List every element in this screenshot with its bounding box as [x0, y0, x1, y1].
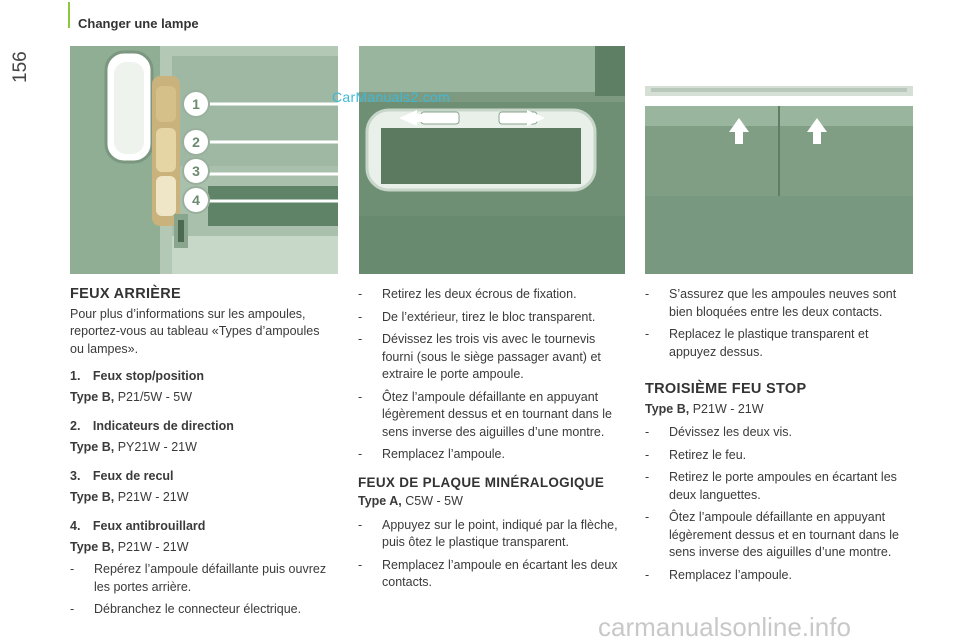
callout-badge-3 — [183, 158, 209, 184]
plate-lights-heading: FEUX DE PLAQUE MINÉRALOGIQUE — [358, 474, 605, 490]
third-stop-light-illustration — [645, 46, 913, 274]
watermark-carmanuals: CarManuals2.com — [332, 89, 451, 105]
callout-4: 4 — [192, 192, 200, 208]
callout-1: 1 — [192, 96, 200, 112]
item-title-2: 2. Indicateurs de direction — [70, 419, 234, 433]
item-title-3: 3. Feux de recul — [70, 469, 174, 483]
list-item: - De l’extérieur, tirez le bloc transparent. — [358, 309, 628, 327]
list-item: - Ôtez l’ampoule défaillante en appuyant légèrement dessus et en tournant dans le sens inverse des aiguilles d’une montre. — [358, 389, 628, 442]
column-rear-lights — [70, 286, 332, 624]
callout-2: 2 — [192, 134, 200, 150]
page-number: 156 — [10, 51, 31, 83]
item-type-2: Type B, PY21W - 21W — [70, 439, 197, 454]
plate-light-illustration — [359, 46, 625, 274]
list-item: - Dévissez les deux vis. — [645, 424, 913, 442]
item-type-4: Type B, P21W - 21W — [70, 539, 189, 554]
rear-lights-illustration — [70, 46, 338, 274]
list-item: - Replacez le plastique transparent et appuyez dessus. — [645, 326, 913, 361]
item-title-4: 4. Feux antibrouillard — [70, 519, 206, 533]
plate-type: Type A, C5W - 5W — [358, 494, 463, 508]
list-item: - Appuyez sur le point, indiqué par la flèche, puis ôtez le plastique transparent. — [358, 517, 628, 552]
rear-lights-heading: FEUX ARRIÈRE — [70, 286, 182, 302]
callout-badge-4 — [183, 187, 209, 213]
list-item: - Ôtez l’ampoule défaillante en appuyant légèrement dessus et en tournant dans le sens inverse des aiguilles d’une montre. — [645, 509, 913, 562]
list-item: - Retirez le feu. — [645, 447, 913, 465]
list-item: - Remplacez l’ampoule. — [645, 567, 913, 585]
item-type-3: Type B, P21W - 21W — [70, 489, 189, 504]
list-item: - Débranchez le connecteur électrique. — [70, 601, 332, 619]
callout-badge-1 — [183, 91, 209, 117]
third-stop-type: Type B, P21W - 21W — [645, 401, 764, 416]
list-item: - Dévissez les trois vis avec le tournevis fourni (sous le siège passager avant) et extraire le porte ampoule. — [358, 331, 628, 384]
list-item: - Retirez les deux écrous de fixation. — [358, 286, 628, 304]
watermark-carmanualsonline: carmanualsonline.info — [598, 612, 851, 642]
item-title-1: 1. Feux stop/position — [70, 369, 205, 383]
list-item: - S’assurez que les ampoules neuves sont bien bloquées entre les deux contacts. — [645, 286, 913, 321]
callout-badge-2 — [183, 129, 209, 155]
third-stop-heading: TROISIÈME FEU STOP — [645, 381, 807, 397]
column-third-stop — [645, 286, 913, 589]
list-item: - Repérez l’ampoule défaillante puis ouvrez les portes arrière. — [70, 561, 332, 596]
rear-lights-intro: Pour plus d’informations sur les ampoules, reportez-vous au tableau «Types d’ampoules ou lampes». — [70, 306, 320, 356]
callout-3: 3 — [192, 163, 200, 179]
item-type-1: Type B, P21/5W - 5W — [70, 389, 193, 404]
header-accent-bar — [68, 2, 70, 28]
list-item: - Remplacez l’ampoule. — [358, 446, 628, 464]
column-plate-lights — [358, 286, 628, 597]
list-item: - Retirez le porte ampoules en écartant les deux languettes. — [645, 469, 913, 504]
list-item: - Remplacez l’ampoule en écartant les deux contacts. — [358, 557, 628, 592]
section-title: Changer une lampe — [78, 16, 199, 31]
